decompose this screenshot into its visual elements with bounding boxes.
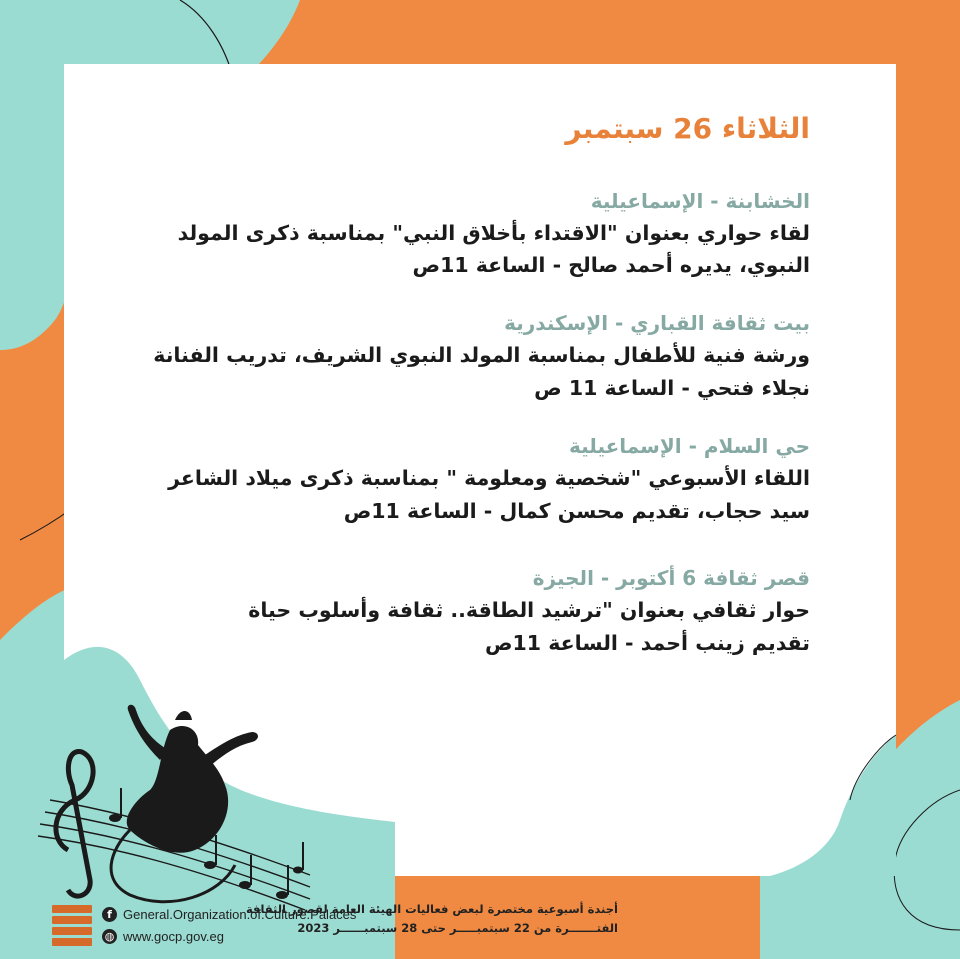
agenda-period: الفتـــــــرة من 22 سبتمبـــــر حتى 28 سبتمبــــــر 2023 <box>297 920 618 935</box>
event-description <box>110 217 810 283</box>
website-link[interactable] <box>102 929 224 944</box>
facebook-icon: f <box>102 907 117 922</box>
agenda-title: أجندة أسبوعية مختصرة لبعض فعاليات الهيئة العامة لقصور الثقافة <box>245 902 618 916</box>
event-location: حي السلام - الإسماعيلية <box>568 433 810 458</box>
event-line: تقديم زينب أحمد - الساعة 11ص <box>484 631 810 656</box>
event-item <box>110 188 810 283</box>
event-line: حوار ثقافي بعنوان "ترشيد الطاقة.. ثقافة وأسلوب حياة <box>248 598 810 623</box>
event-line: ورشة فنية للأطفال بمناسبة المولد النبوي الشريف، تدريب الفنانة <box>153 343 810 368</box>
event-description <box>110 594 810 660</box>
event-line: النبوي، يديره أحمد صالح - الساعة 11ص <box>412 253 810 278</box>
date-heading: الثلاثاء 26 سبتمبر <box>565 112 810 145</box>
event-description <box>110 339 810 405</box>
event-line: نجلاء فتحي - الساعة 11 ص <box>534 375 810 400</box>
event-description <box>110 462 810 528</box>
facebook-text: General.Organization.of.Culture.Palaces <box>123 907 357 922</box>
website-text: www.gocp.gov.eg <box>123 929 224 944</box>
event-location: الخشابنة - الإسماعيلية <box>590 188 810 213</box>
event-item <box>110 433 810 528</box>
event-location: قصر ثقافة 6 أكتوبر - الجيزة <box>532 566 810 591</box>
facebook-link[interactable] <box>102 907 356 922</box>
event-item <box>110 565 810 660</box>
events-content <box>110 112 810 688</box>
gocp-logo <box>52 905 92 949</box>
event-line: اللقاء الأسبوعي "شخصية ومعلومة " بمناسبة ذكرى ميلاد الشاعر <box>168 465 810 490</box>
event-location: بيت ثقافة القباري - الإسكندرية <box>504 311 810 336</box>
event-item <box>110 310 810 405</box>
dervish-music-illustration <box>20 690 320 920</box>
event-line: لقاء حواري بعنوان "الاقتداء بأخلاق النبي" بمناسبة ذكرى المولد <box>177 220 810 245</box>
event-line: سيد حجاب، تقديم محسن كمال - الساعة 11ص <box>343 498 810 523</box>
globe-icon: ◍ <box>102 929 117 944</box>
